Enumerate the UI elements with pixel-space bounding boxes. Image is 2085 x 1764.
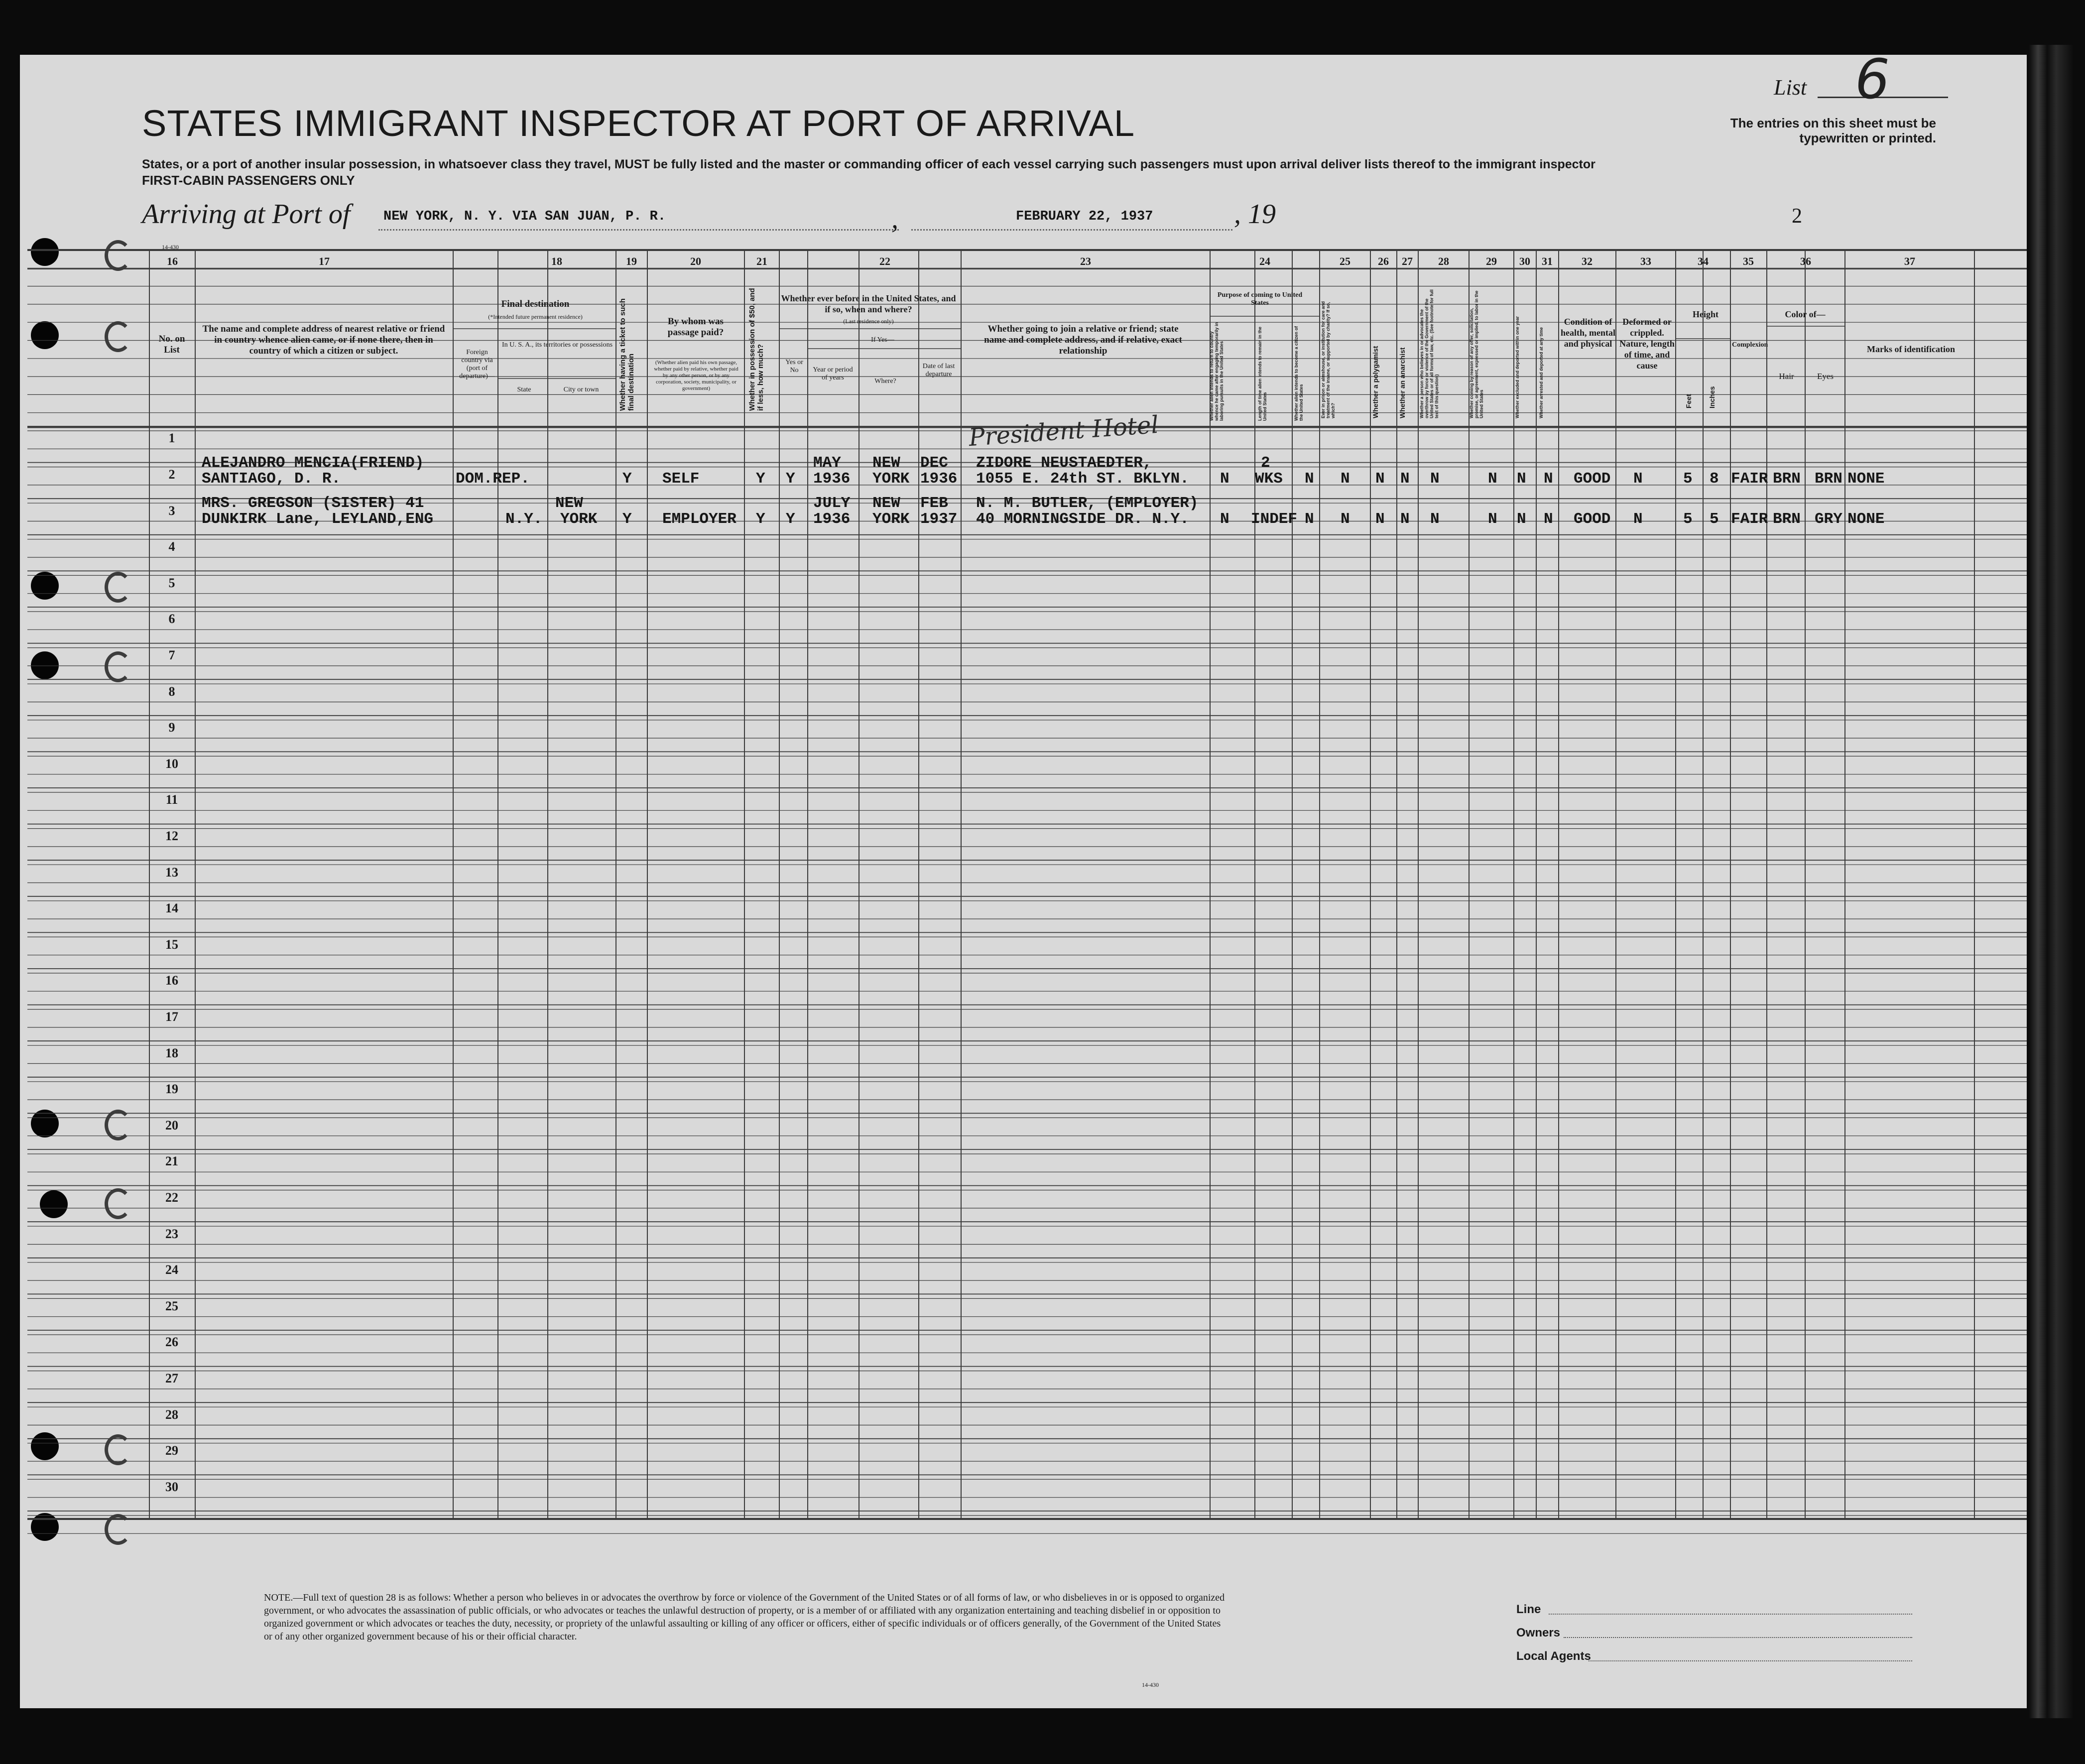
column-number: 23 <box>1080 255 1091 267</box>
e1-health: GOOD <box>1574 470 1611 488</box>
header-c18: Final destination <box>501 299 570 309</box>
e2-where-line2: YORK <box>872 510 910 528</box>
e2-state: N.Y. <box>505 510 543 528</box>
e1-c31: N <box>1544 470 1553 488</box>
row-number: 14 <box>165 901 178 916</box>
column-number: 22 <box>879 255 890 267</box>
e1-c25: N <box>1341 470 1350 488</box>
row-number: 29 <box>165 1443 178 1458</box>
e1-relative-line2: SANTIAGO, D. R. <box>202 470 341 488</box>
footer-agents-label: Local Agents <box>1516 1649 1591 1663</box>
row-number: 16 <box>165 973 178 988</box>
e1-length-line2: WKS <box>1255 470 1283 488</box>
e1-inches: 8 <box>1710 470 1719 488</box>
row-number: 3 <box>168 503 175 518</box>
column-number: 32 <box>1582 255 1593 267</box>
e2-has50: Y <box>756 510 765 528</box>
header-c18-state: State <box>517 386 531 393</box>
header-c22-year: Year or period of years <box>813 366 853 381</box>
header-c22: Whether ever before in the United States, and if so, when and where? <box>781 293 956 314</box>
column-number: 30 <box>1519 255 1530 267</box>
column-number: 18 <box>551 255 562 267</box>
e2-city-line2: YORK <box>560 510 598 528</box>
e1-dep-line2: 1936 <box>920 470 958 488</box>
e2-feet: 5 <box>1683 510 1693 528</box>
footer-line-label: Line <box>1516 1603 1541 1616</box>
e1-passage: SELF <box>662 470 700 488</box>
row-number: 26 <box>165 1335 178 1350</box>
footer-owners-label: Owners <box>1516 1626 1561 1639</box>
header-c24: Purpose of coming to United States <box>1217 291 1303 307</box>
page-number: 2 <box>1792 205 1802 228</box>
e1-c28: N <box>1430 470 1440 488</box>
e1-where-line2: YORK <box>872 470 910 488</box>
header-c34-inches: Inches <box>1708 386 1716 408</box>
header-c26: Whether a polygamist <box>1371 346 1379 418</box>
e2-c31: N <box>1544 510 1553 528</box>
list-number: 6 <box>1855 47 1890 111</box>
arriving-label: Arriving at Port of <box>142 199 351 230</box>
year-prefix-text: 19 <box>1248 199 1276 230</box>
row-number: 20 <box>165 1118 178 1133</box>
header-c22-date: Date of last departure <box>922 363 955 378</box>
row-number: 30 <box>165 1479 178 1494</box>
e2-c25: N <box>1341 510 1350 528</box>
header-c29: Whether coming by reason of any offer, solicitation, promise, or agreement, expressed or implied, to labor in the United States <box>1469 290 1484 418</box>
e1-before: Y <box>786 470 795 488</box>
column-number: 35 <box>1743 255 1754 267</box>
e1-length-line1: 2 <box>1261 454 1270 472</box>
column-number: 25 <box>1340 255 1350 267</box>
date: FEBRUARY 22, 1937 <box>1016 209 1153 224</box>
header-c21: Whether in possession of $50, and if less, how much? <box>748 288 765 411</box>
row-number: 28 <box>165 1407 178 1422</box>
e1-deformed: N <box>1633 470 1643 488</box>
column-number: 34 <box>1698 255 1709 267</box>
e2-where-line1: NEW <box>872 495 900 512</box>
column-number: 19 <box>626 255 637 267</box>
column-number: 31 <box>1542 255 1553 267</box>
header-c36-eyes: Eyes <box>1817 372 1834 381</box>
header-c36-hair: Hair <box>1779 372 1794 381</box>
row-number: 18 <box>165 1045 178 1060</box>
e1-feet: 5 <box>1683 470 1693 488</box>
form-number-top: 14-430 <box>162 244 179 251</box>
header-c36: Color of— <box>1785 309 1826 319</box>
column-number: 21 <box>756 255 767 267</box>
e2-ticket: Y <box>622 510 632 528</box>
header-c22-ifyes: If Yes— <box>871 336 894 344</box>
e2-length: INDEF <box>1251 510 1298 528</box>
header-c32: Condition of health, mental and physical <box>1561 317 1615 349</box>
e2-complexion: FAIR <box>1731 510 1768 528</box>
e2-dep-line2: 1937 <box>920 510 958 528</box>
row-number: 2 <box>168 467 175 482</box>
column-number: 28 <box>1438 255 1449 267</box>
e2-relative-line1: MRS. GREGSON (SISTER) 41 <box>202 495 424 512</box>
column-number: 17 <box>319 255 330 267</box>
e2-relative-line2: DUNKIRK Lane, LEYLAND,ENG <box>202 510 434 528</box>
e2-dep-line1: FEB <box>920 495 948 512</box>
year-prefix: , 19 <box>1234 199 1276 230</box>
e2-marks: NONE <box>1847 510 1885 528</box>
subtitle: States, or a port of another insular possession, in whatsoever class they travel, MUST be fully listed and the master or commanding officer of each vessel carrying such passengers must upon arrival deliver lists thereof to the immigrant inspector <box>142 157 1595 171</box>
footer-owners-field <box>1564 1637 1912 1638</box>
header-c18-city: City or town <box>563 386 599 393</box>
row-number: 11 <box>165 792 178 807</box>
header-c22-note: (Last residence only) <box>843 318 894 325</box>
e1-foreign-country: DOM.REP. <box>456 470 530 488</box>
header-c16: No. on List <box>158 334 185 355</box>
e2-before: Y <box>786 510 795 528</box>
e2-joining-line2: 40 MORNINGSIDE DR. N.Y. <box>976 510 1189 528</box>
header-c18-foreign: Foreign country via (port of departure)— <box>459 349 495 380</box>
e1-year-line1: MAY <box>813 454 841 472</box>
e1-year-line2: 1936 <box>813 470 851 488</box>
e1-relative-line1: ALEJANDRO MENCIA(FRIEND) <box>202 454 424 472</box>
cabin-class: FIRST-CABIN PASSENGERS ONLY <box>142 173 355 188</box>
header-c23: Whether going to join a relative or friend; state name and complete address, and if relative, exact relationship <box>984 324 1182 356</box>
header-c25: Ever in prison or almshouse, or institution for care and treatment of the insane, or supported by charity? If so, which? <box>1321 301 1336 418</box>
column-number: 16 <box>167 255 178 267</box>
row-number: 7 <box>168 648 175 662</box>
column-number: 37 <box>1904 255 1915 267</box>
header-c24b: Length of time alien intends to remain in the United States <box>1257 326 1267 421</box>
row-number: 10 <box>165 756 178 771</box>
e1-return: N <box>1220 470 1229 488</box>
e1-joining-line2: 1055 E. 24th ST. BKLYN. <box>976 470 1189 488</box>
e1-has50: Y <box>756 470 765 488</box>
row-number: 6 <box>168 612 175 627</box>
column-number: 29 <box>1486 255 1497 267</box>
header-c18-note: (*Intended future permanent residence) <box>488 313 583 320</box>
e2-c27: N <box>1400 510 1410 528</box>
e1-ticket: Y <box>622 470 632 488</box>
e1-where-line1: NEW <box>872 454 900 472</box>
e1-hair: BRN <box>1773 470 1801 488</box>
footer-agents-field <box>1589 1660 1912 1661</box>
header-c17: The name and complete address of nearest relative or friend in country whence alien came, or if none there, then in country of which a citizen or subject. <box>202 324 445 356</box>
header-c22-yesno: Yes or No <box>785 359 803 374</box>
e2-c30: N <box>1517 510 1526 528</box>
header-c19: Whether having a ticket to such final destination <box>618 298 635 411</box>
header-c28: Whether a person who believes in or advocates the overthrow by force or violence of the Government of the United States or of all forms of law, etc. (See footnote for full text of this question) <box>1419 289 1439 418</box>
header-c22-where: Where? <box>874 378 896 385</box>
row-number: 5 <box>168 575 175 590</box>
e1-c30: N <box>1517 470 1526 488</box>
column-number: 33 <box>1640 255 1651 267</box>
row-number: 9 <box>168 720 175 735</box>
header-c24c: Whether alien intends to become a citizen of the United States <box>1294 326 1304 421</box>
row-number: 15 <box>165 937 178 952</box>
e1-eyes: BRN <box>1815 470 1842 488</box>
header-c34-feet: Feet <box>1685 394 1693 408</box>
row-number: 12 <box>165 829 178 843</box>
column-number: 36 <box>1800 255 1811 267</box>
column-number: 20 <box>690 255 701 267</box>
e1-marks: NONE <box>1847 470 1885 488</box>
row-number: 27 <box>165 1371 178 1386</box>
header-c24a: Whether alien intends to return to country whence he came after engaging temporarily in laboring pursuits in the United States <box>1209 322 1224 421</box>
row-number: 21 <box>165 1154 178 1169</box>
e2-c26: N <box>1375 510 1385 528</box>
e2-passage: EMPLOYER <box>662 510 736 528</box>
e2-hair: BRN <box>1773 510 1801 528</box>
footer-form-number: 14-430 <box>1142 1681 1159 1688</box>
comma: , <box>891 204 898 235</box>
header-c31: Whether arrested and deported at any time <box>1539 327 1544 418</box>
row-number: 4 <box>168 539 175 554</box>
e2-city-line1: NEW <box>555 495 583 512</box>
page-title: STATES IMMIGRANT INSPECTOR AT PORT OF ARRIVAL <box>142 103 1135 144</box>
header-c20-note: (Whether alien paid his own passage, whether paid by relative, whether paid by any other person, or by any corporation, society, municipality, or government) <box>654 360 738 391</box>
footnote: NOTE.—Full text of question 28 is as follows: Whether a person who believes in or advocates the overthrow by force or violence of the Government of the United States or of all forms of law, or who disbelieves in or is opposed to organized government, or who advocates the assassination of public officials, or who advocates or teaches the unlawful destruction of property, or is a member of or affiliated with any organization entertaining and teaching disbelief in or opposition to organized government or which advocates or teaches the duty, necessity, or propriety of the unlawful assaulting or killing of any officer or officers, either of specific individuals or of officers generally, of the Government of the United States or of any other organized government because of his or their official character. <box>264 1592 1225 1642</box>
row-number: 8 <box>168 684 175 699</box>
list-label: List <box>1774 75 1807 100</box>
e1-c29: N <box>1488 470 1497 488</box>
e2-c29: N <box>1488 510 1497 528</box>
header-c35: Complexion <box>1732 341 1768 349</box>
row-number: 24 <box>165 1262 178 1277</box>
e1-complexion: FAIR <box>1731 470 1768 488</box>
e2-citizen: N <box>1305 510 1314 528</box>
column-number: 26 <box>1378 255 1389 267</box>
e2-year-line2: 1936 <box>813 510 851 528</box>
e2-c28: N <box>1430 510 1440 528</box>
e2-deformed: N <box>1633 510 1643 528</box>
e1-citizen: N <box>1305 470 1314 488</box>
row-number: 22 <box>165 1190 178 1205</box>
header-c37: Marks of identification <box>1867 344 1955 354</box>
e1-c26: N <box>1375 470 1385 488</box>
e2-return: N <box>1220 510 1229 528</box>
header-c33: Deformed or crippled. Nature, length of time, and cause <box>1619 317 1675 371</box>
port: NEW YORK, N. Y. VIA SAN JUAN, P. R. <box>383 209 666 224</box>
footer-line-field <box>1549 1614 1912 1615</box>
e2-year-line1: JULY <box>813 495 851 512</box>
e2-health: GOOD <box>1574 510 1611 528</box>
e2-eyes: GRY <box>1815 510 1842 528</box>
e1-dep-line1: DEC <box>920 454 948 472</box>
header-c18-usa: In U. S. A., its territories or possessions <box>501 341 613 349</box>
header-c20: By whom was passage paid? <box>667 316 724 338</box>
e2-joining-line1: N. M. BUTLER, (EMPLOYER) <box>976 495 1199 512</box>
header-c27: Whether an anarchist <box>1398 347 1406 418</box>
row-number: 19 <box>165 1082 178 1097</box>
row-number: 23 <box>165 1226 178 1241</box>
e1-c27: N <box>1400 470 1410 488</box>
header-c34: Height <box>1693 309 1718 319</box>
column-number: 24 <box>1259 255 1270 267</box>
row-number: 17 <box>165 1009 178 1024</box>
e2-inches: 5 <box>1710 510 1719 528</box>
row-number: 25 <box>165 1298 178 1313</box>
header-c30: Whether excluded and deported within one year <box>1515 316 1520 418</box>
instructions: The entries on this sheet must be typewritten or printed. <box>1730 116 1936 145</box>
row-number: 13 <box>165 865 178 880</box>
column-number: 27 <box>1402 255 1413 267</box>
row-number: 1 <box>168 431 175 446</box>
handwritten-note: President Hotel <box>968 410 1160 452</box>
e1-joining-line1: ZIDORE NEUSTAEDTER, <box>976 454 1152 472</box>
